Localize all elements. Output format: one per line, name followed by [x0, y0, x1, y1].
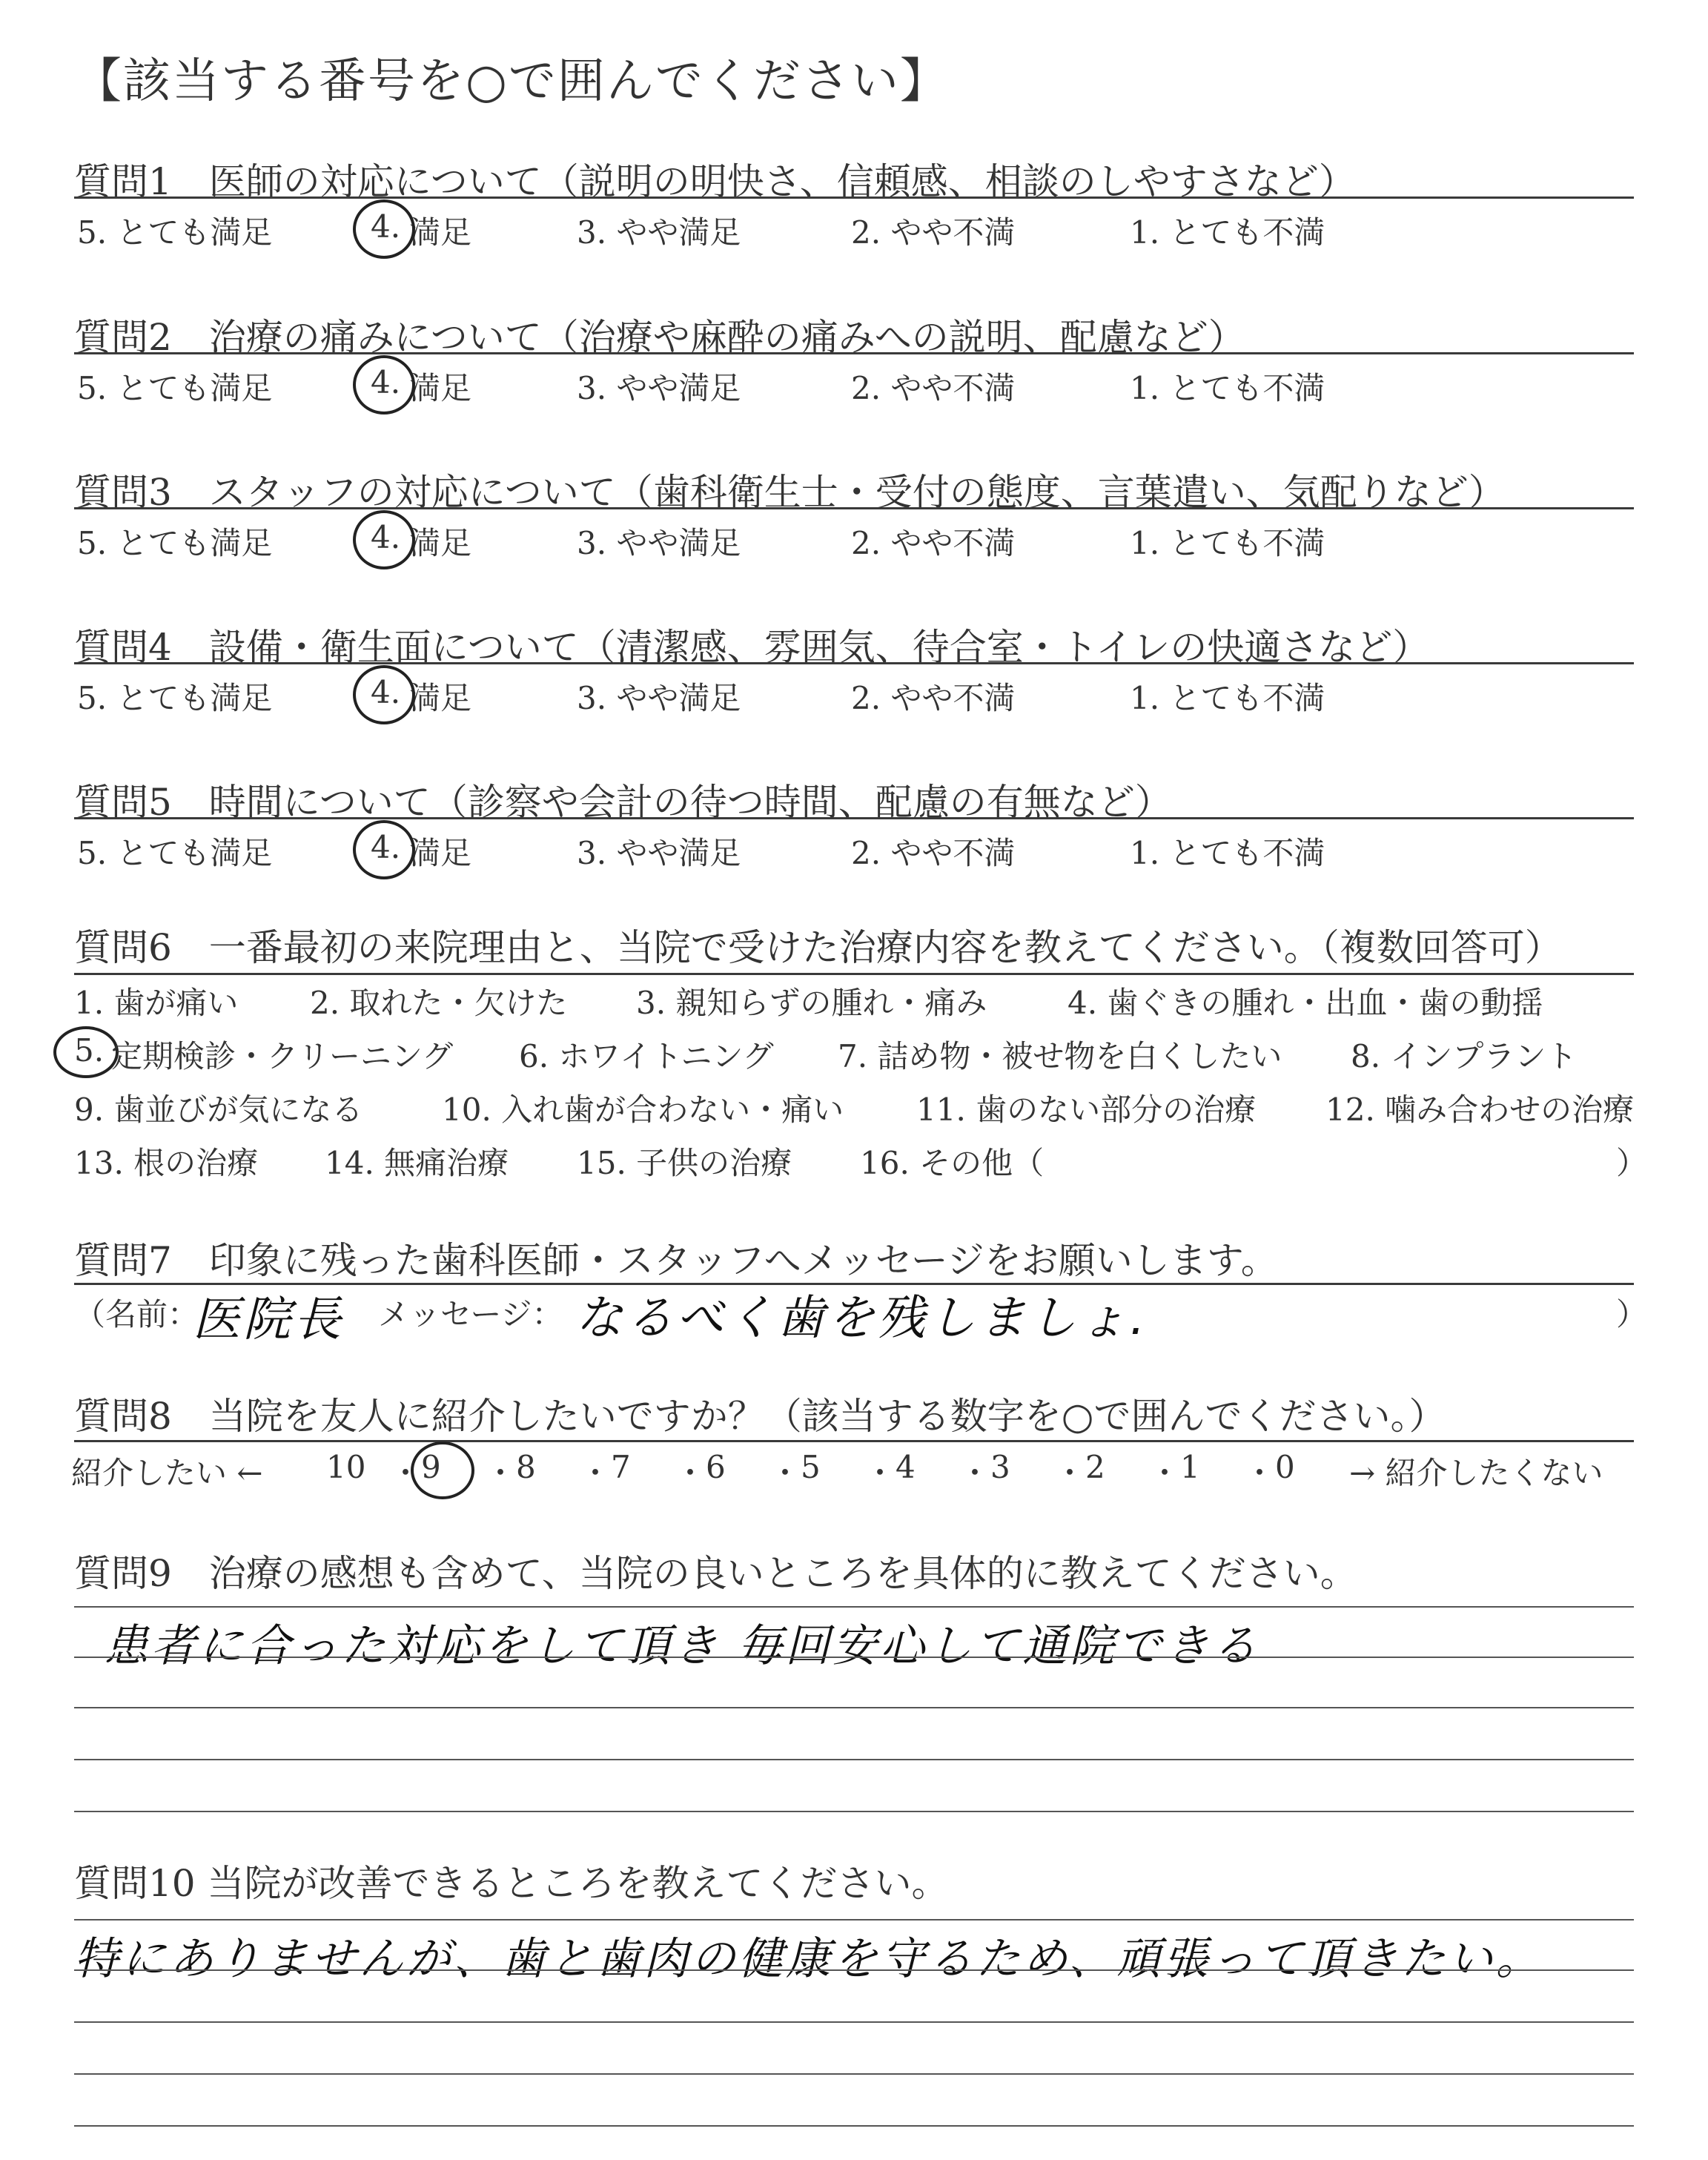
q8-rule [74, 1440, 1634, 1442]
q5-selected-circle-mark [353, 820, 415, 879]
q6-option-5-label[interactable]: 定期検診・クリーニング [111, 1038, 454, 1074]
q4-rule [74, 662, 1634, 664]
q6-rule [74, 973, 1634, 975]
q5-heading: 質問5 時間について（診察や会計の待つ時間、配慮の有無など） [74, 781, 1172, 824]
q7-message-handwritten[interactable]: なるべく歯を残しましょ. [575, 1291, 1148, 1346]
q6-option-7[interactable]: 7. 詰め物・被せ物を白くしたい [838, 1038, 1282, 1074]
q5-option-satisfied-number[interactable]: 4. [371, 829, 401, 865]
q2-selected-circle-mark [353, 355, 415, 415]
q1-option-somewhat-dissatisfied[interactable]: 2. やや不満 [851, 214, 1016, 251]
q3-rule [74, 507, 1634, 509]
q7-heading: 質問7 印象に残った歯科医師・スタッフへメッセージをお願いします。 [74, 1239, 1278, 1282]
q5-rule [74, 817, 1634, 819]
q9-heading: 質問9 治療の感想も含めて、当院の良いところを具体的に教えてください。 [74, 1552, 1357, 1595]
q6-heading: 質問6 一番最初の来院理由と、当院で受けた治療内容を教えてください。（複数回答可） [74, 926, 1562, 969]
q8-scale-separator: ・ [769, 1455, 801, 1491]
q8-scale-value-7[interactable]: 7 [611, 1449, 631, 1485]
q6-option-15[interactable]: 15. 子供の治療 [577, 1145, 792, 1181]
q7-name-label: （名前： [74, 1296, 199, 1332]
q8-selected-circle-mark [411, 1441, 474, 1499]
q4-option-satisfied-label[interactable]: 満足 [409, 680, 472, 716]
q6-option-5-circle-mark [53, 1026, 119, 1078]
q6-option-11[interactable]: 11. 歯のない部分の治療 [916, 1091, 1257, 1128]
q1-heading: 質問1 医師の対応について（説明の明快さ、信頼感、相談のしやすさなど） [74, 160, 1356, 203]
q9-line-3 [74, 1707, 1634, 1708]
q5-option-very-satisfied[interactable]: 5. とても満足 [77, 835, 273, 871]
q6-option-13[interactable]: 13. 根の治療 [74, 1145, 259, 1181]
q2-option-very-satisfied[interactable]: 5. とても満足 [77, 370, 273, 406]
q7-close-paren: ） [1616, 1296, 1648, 1332]
q8-scale-value-3[interactable]: 3 [990, 1449, 1010, 1485]
q6-option-9[interactable]: 9. 歯並びが気になる [74, 1091, 363, 1128]
q1-option-satisfied-number[interactable]: 4. [371, 208, 401, 245]
q6-option-16[interactable]: 16. その他（ [860, 1145, 1045, 1181]
q2-option-very-dissatisfied[interactable]: 1. とても不満 [1130, 370, 1325, 406]
q5-option-very-dissatisfied[interactable]: 1. とても不満 [1130, 835, 1325, 871]
q4-option-satisfied-number[interactable]: 4. [371, 674, 401, 710]
q2-heading: 質問2 治療の痛みについて（治療や麻酔の痛みへの説明、配慮など） [74, 316, 1245, 359]
q5-option-satisfied-label[interactable]: 満足 [409, 835, 472, 871]
q8-scale-separator: ・ [485, 1455, 517, 1491]
q3-option-very-dissatisfied[interactable]: 1. とても不満 [1130, 525, 1325, 561]
q1-option-very-dissatisfied[interactable]: 1. とても不満 [1130, 214, 1325, 251]
q8-right-label: → 紹介したくない [1349, 1455, 1603, 1491]
q2-option-satisfied-number[interactable]: 4. [371, 364, 401, 400]
q2-option-satisfied-label[interactable]: 満足 [409, 370, 472, 406]
q9-line-5 [74, 1811, 1634, 1812]
q8-scale-value-0[interactable]: 0 [1275, 1449, 1295, 1485]
q4-heading: 質問4 設備・衛生面について（清潔感、雰囲気、待合室・トイレの快適さなど） [74, 626, 1430, 669]
q7-message-label: メッセージ： [378, 1296, 563, 1332]
q8-scale-value-10[interactable]: 10 [326, 1449, 366, 1485]
q3-option-somewhat-satisfied[interactable]: 3. やや満足 [577, 525, 741, 561]
q3-option-satisfied-number[interactable]: 4. [371, 519, 401, 555]
q2-option-somewhat-satisfied[interactable]: 3. やや満足 [577, 370, 741, 406]
q8-scale-separator: ・ [390, 1455, 422, 1491]
q8-scale-separator: ・ [959, 1455, 991, 1491]
q6-option-2[interactable]: 2. 取れた・欠けた [310, 985, 568, 1021]
q9-handwritten-answer[interactable]: 患者に合った対応をして頂き 毎回安心して通院できる [104, 1620, 1260, 1672]
q6-option-8[interactable]: 8. インプラント [1351, 1038, 1578, 1074]
q8-scale-separator: ・ [675, 1455, 706, 1491]
q4-option-somewhat-satisfied[interactable]: 3. やや満足 [577, 680, 741, 716]
q10-handwritten-answer[interactable]: 特にありませんが、歯と歯肉の健康を守るため、頑張って頂きたい。 [74, 1933, 1543, 1985]
q5-option-somewhat-dissatisfied[interactable]: 2. やや不満 [851, 835, 1016, 871]
q7-name-handwritten[interactable]: 医院長 [193, 1292, 344, 1347]
q5-option-somewhat-satisfied[interactable]: 3. やや満足 [577, 835, 741, 871]
q8-scale-value-2[interactable]: 2 [1085, 1449, 1105, 1485]
q9-line-1 [74, 1606, 1634, 1608]
q8-heading: 質問8 当院を友人に紹介したいですか？（該当する数字を○で囲んでください。） [74, 1395, 1446, 1438]
q10-line-4 [74, 2073, 1634, 2075]
q8-scale-value-9[interactable]: 9 [421, 1449, 441, 1485]
q8-scale-separator: ・ [580, 1455, 612, 1491]
q6-option-4[interactable]: 4. 歯ぐきの腫れ・出血・歯の動揺 [1068, 985, 1543, 1021]
q10-line-1 [74, 1919, 1634, 1920]
q10-line-3 [74, 2021, 1634, 2023]
q6-option-10[interactable]: 10. 入れ歯が合わない・痛い [442, 1091, 844, 1128]
q6-option-12[interactable]: 12. 噛み合わせの治療 [1325, 1091, 1635, 1128]
q2-option-somewhat-dissatisfied[interactable]: 2. やや不満 [851, 370, 1016, 406]
q6-option-16-close-paren: ） [1616, 1145, 1648, 1181]
q3-option-satisfied-label[interactable]: 満足 [409, 525, 472, 561]
q9-line-4 [74, 1759, 1634, 1760]
q8-scale-separator: ・ [1244, 1455, 1276, 1491]
q8-scale-separator: ・ [1054, 1455, 1086, 1491]
q3-option-somewhat-dissatisfied[interactable]: 2. やや不満 [851, 525, 1016, 561]
q1-rule [74, 196, 1634, 199]
q6-option-14[interactable]: 14. 無痛治療 [325, 1145, 509, 1181]
q6-option-1[interactable]: 1. 歯が痛い [74, 985, 239, 1021]
q3-option-very-satisfied[interactable]: 5. とても満足 [77, 525, 273, 561]
q10-line-5 [74, 2125, 1634, 2127]
q2-rule [74, 352, 1634, 354]
q8-left-label: 紹介したい ← [71, 1455, 263, 1491]
q6-option-6[interactable]: 6. ホワイトニング [519, 1038, 774, 1074]
q8-scale-value-6[interactable]: 6 [706, 1449, 726, 1485]
q3-selected-circle-mark [353, 510, 415, 569]
q8-scale-separator: ・ [864, 1455, 896, 1491]
q8-scale-value-8[interactable]: 8 [516, 1449, 536, 1485]
q8-scale-value-1[interactable]: 1 [1180, 1449, 1200, 1485]
q4-selected-circle-mark [353, 665, 415, 724]
q6-option-5-number[interactable]: 5. [74, 1032, 105, 1069]
q10-line-2 [74, 1969, 1634, 1971]
q4-option-somewhat-dissatisfied[interactable]: 2. やや不満 [851, 680, 1016, 716]
q4-option-very-satisfied[interactable]: 5. とても満足 [77, 680, 273, 716]
q8-scale-separator: ・ [1149, 1455, 1181, 1491]
q1-option-somewhat-satisfied[interactable]: 3. やや満足 [577, 214, 741, 251]
q1-option-satisfied-label[interactable]: 満足 [409, 214, 472, 251]
q8-scale-value-5[interactable]: 5 [801, 1449, 821, 1485]
q10-heading: 質問10 当院が改善できるところを教えてください。 [74, 1862, 949, 1905]
q6-option-3[interactable]: 3. 親知らずの腫れ・痛み [636, 985, 987, 1021]
q3-heading: 質問3 スタッフの対応について（歯科衛生士・受付の態度、言葉遣い、気配りなど） [74, 471, 1506, 514]
q1-option-very-satisfied[interactable]: 5. とても満足 [77, 214, 273, 251]
form-title: 【該当する番号を○で囲んでください】 [74, 54, 949, 109]
q8-scale-value-4[interactable]: 4 [896, 1449, 916, 1485]
q4-option-very-dissatisfied[interactable]: 1. とても不満 [1130, 680, 1325, 716]
q1-selected-circle-mark [353, 199, 415, 259]
q9-line-2 [74, 1657, 1634, 1658]
